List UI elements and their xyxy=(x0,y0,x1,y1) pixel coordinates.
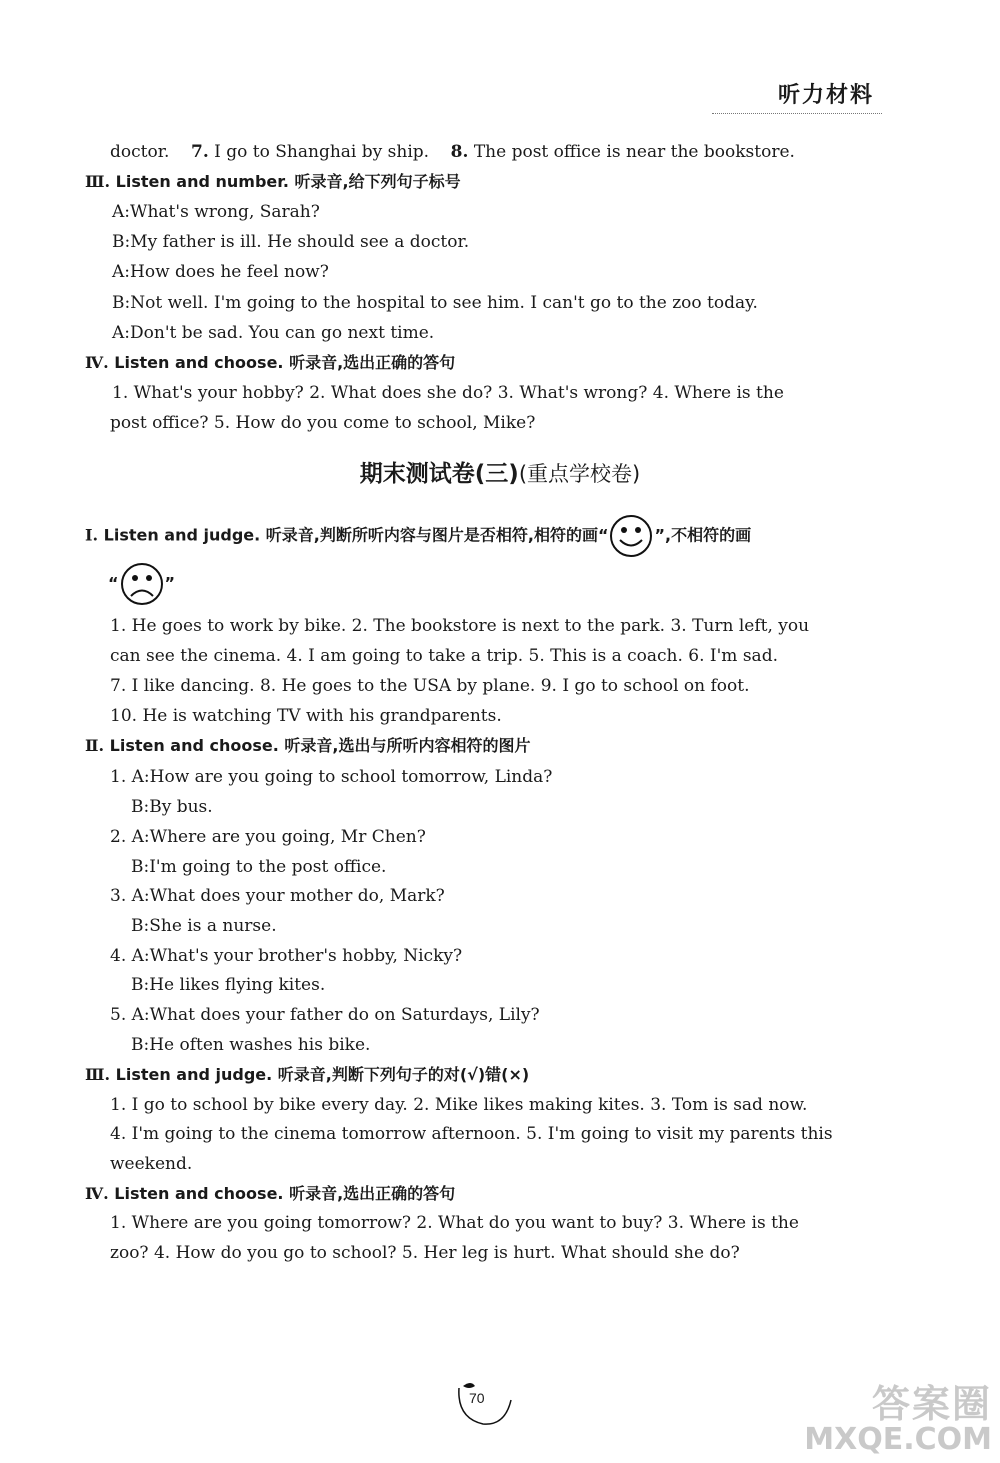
dialogue-line: B:My father is ill. He should see a doctor. xyxy=(112,232,470,252)
dialogue-line: A:Don't be sad. You can go next time. xyxy=(112,323,435,343)
dialogue-line: 2. A:Where are you going, Mr Chen? xyxy=(110,827,426,847)
watermark-logo-text: 答案圈 xyxy=(871,1382,992,1426)
dialogue-line: B:He often washes his bike. xyxy=(131,1035,371,1055)
section-numeral: Ⅳ. xyxy=(85,1184,109,1203)
section-heading xyxy=(85,171,461,193)
page-header-title: 听力材料 xyxy=(777,83,874,108)
dialogue-line: B:She is a nurse. xyxy=(131,916,277,936)
dialogue-line: A:How does he feel now? xyxy=(112,262,329,282)
dialogue-line: B:Not well. I'm going to the hospital to see him. I can't go to the zoo today. xyxy=(112,293,758,313)
test-title-main: 期末测试卷(三) xyxy=(359,461,519,487)
section-instruction-en: Listen and number. xyxy=(110,172,289,191)
dialogue-line: 3. A:What does your mother do, Mark? xyxy=(110,886,445,906)
site-watermark xyxy=(804,1373,992,1457)
close-quote: ” xyxy=(164,573,176,593)
section-instruction-cn: 听录音,选出正确的答句 xyxy=(283,353,456,372)
section-heading xyxy=(85,735,530,757)
dialogue-line: A:What's wrong, Sarah? xyxy=(112,202,320,222)
section-numeral: Ⅲ. xyxy=(85,1065,111,1084)
section-instruction-cn: 听录音,判断下列句子的对(√)错(×) xyxy=(272,1065,530,1084)
question-line: post office? 5. How do you come to school, Mike? xyxy=(110,413,536,433)
section-instruction-cn: 听录音,选出正确的答句 xyxy=(283,1184,456,1203)
dialogue-line: B:He likes flying kites. xyxy=(131,975,326,995)
section-heading xyxy=(85,1064,529,1086)
dialogue-line: 4. A:What's your brother's hobby, Nicky? xyxy=(110,946,463,966)
section-numeral: Ⅰ. xyxy=(85,525,99,545)
continuation-lead: doctor. xyxy=(110,142,170,162)
test-title xyxy=(0,455,1000,488)
question-line: 1. What's your hobby? 2. What does she do? 3. What's wrong? 4. Where is the xyxy=(112,383,784,403)
question-line: 4. I'm going to the cinema tomorrow afternoon. 5. I'm going to visit my parents this xyxy=(110,1124,833,1144)
section-numeral: Ⅳ. xyxy=(85,353,109,372)
sad-face-icon xyxy=(119,562,165,606)
smiley-face-icon xyxy=(608,514,654,558)
section-numeral: Ⅱ. xyxy=(85,736,105,755)
continuation-line xyxy=(110,141,795,163)
section-instruction-en: Listen and judge. xyxy=(98,525,261,545)
open-quote: “ xyxy=(108,573,119,593)
item-text: The post office is near the bookstore. xyxy=(468,142,795,162)
section-instruction-cn: 听录音,选出与所听内容相符的图片 xyxy=(278,736,531,755)
section-instruction-cn-cont: ”,不相符的画 xyxy=(654,525,752,545)
test-title-sub: (重点学校卷) xyxy=(518,462,641,486)
page-number: 70 xyxy=(469,1390,485,1406)
dialogue-line: B:I'm going to the post office. xyxy=(131,857,387,877)
item-number: 8. xyxy=(450,142,469,162)
item-text: I go to Shanghai by ship. xyxy=(208,142,430,162)
section-numeral: Ⅲ. xyxy=(85,172,111,191)
dialogue-line: 5. A:What does your father do on Saturdays, Lily? xyxy=(110,1005,540,1025)
question-line: 1. I go to school by bike every day. 2. Mike likes making kites. 3. Tom is sad now. xyxy=(110,1095,808,1115)
dialogue-line: 1. A:How are you going to school tomorrow, Linda? xyxy=(110,767,553,787)
section-instruction-en: Listen and choose. xyxy=(108,1184,284,1203)
question-line: 7. I like dancing. 8. He goes to the USA by plane. 9. I go to school on foot. xyxy=(110,676,750,696)
watermark-url: MXQE.COM xyxy=(804,1422,992,1457)
section-instruction-en: Listen and choose. xyxy=(104,736,279,755)
question-line: 1. He goes to work by bike. 2. The bookstore is next to the park. 3. Turn left, you xyxy=(110,616,810,636)
section-instruction-cn: 听录音,判断所听内容与图片是否相符,相符的画“ xyxy=(260,525,609,545)
header-divider xyxy=(712,113,882,114)
item-number: 7. xyxy=(191,142,209,162)
section-heading xyxy=(85,352,455,374)
section-instruction-en: Listen and choose. xyxy=(108,353,284,372)
page-number-badge xyxy=(455,1380,515,1434)
section-heading xyxy=(85,1183,455,1205)
question-line: can see the cinema. 4. I am going to take a trip. 5. This is a coach. 6. I'm sad. xyxy=(110,646,778,666)
sad-face-line xyxy=(108,562,175,606)
section-instruction-en: Listen and judge. xyxy=(110,1065,273,1084)
dialogue-line: B:By bus. xyxy=(131,797,213,817)
section-heading xyxy=(85,514,751,558)
page-ornament-icon xyxy=(455,1380,515,1430)
question-line: weekend. xyxy=(110,1154,193,1174)
section-instruction-cn: 听录音,给下列句子标号 xyxy=(288,172,461,191)
question-line: zoo? 4. How do you go to school? 5. Her leg is hurt. What should she do? xyxy=(110,1243,740,1263)
question-line: 1. Where are you going tomorrow? 2. What do you want to buy? 3. Where is the xyxy=(110,1213,799,1233)
question-line: 10. He is watching TV with his grandparents. xyxy=(110,706,502,726)
